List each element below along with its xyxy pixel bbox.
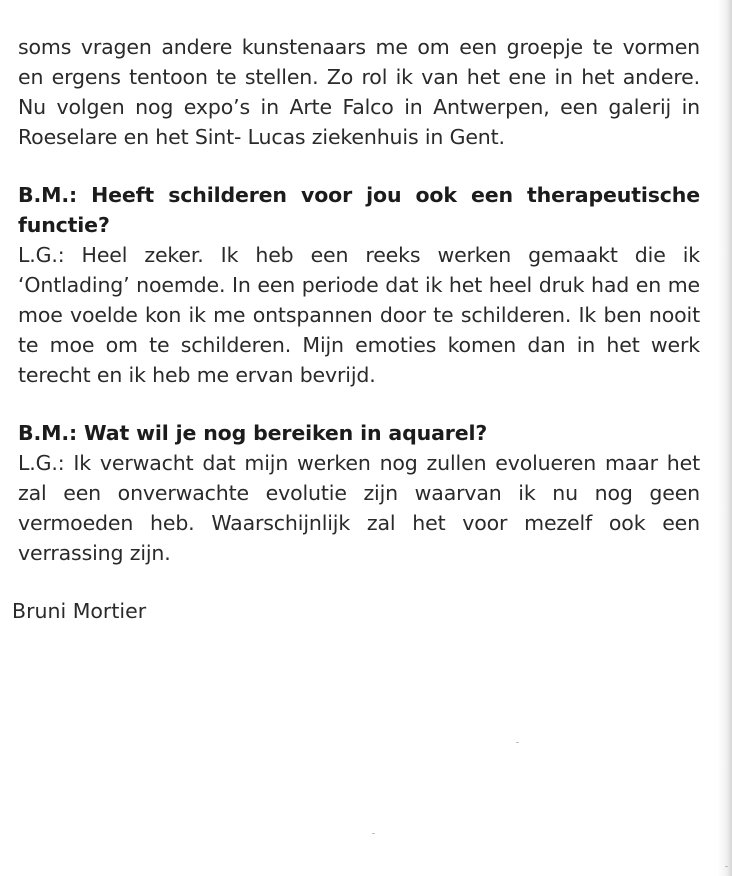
paragraph-gap	[18, 390, 700, 418]
article-body	[18, 32, 700, 568]
scan-speck	[516, 742, 519, 743]
answer-paragraph-therapeutic: L.G.: Heel zeker. Ik heb een reeks werken gemaakt die ik ‘Ontlading’ noemde. In een periode dat ik het heel druk had en me moe voelde kon ik me ontspannen door te schilderen. Ik ben nooit te moe om te schilderen. Mijn emoties komen dan in het werk terecht en ik heb me ervan bevrijd.	[18, 243, 700, 387]
answer-paragraph-aquarel: L.G.: Ik verwacht dat mijn werken nog zullen evolueren maar het zal een onverwachte evolutie zijn waarvan ik nu nog geen vermoeden heb. Waarschijnlijk zal het voor mezelf ook een verrassing zijn.	[18, 451, 700, 565]
author-signature: Bruni Mortier	[12, 599, 147, 623]
question-heading-aquarel: B.M.: Wat wil je nog bereiken in aquarel?	[18, 421, 488, 445]
scan-speck	[725, 866, 728, 867]
question-heading-therapeutic: B.M.: Heeft schilderen voor jou ook een therapeutische functie?	[18, 183, 700, 237]
intro-paragraph: soms vragen andere kunstenaars me om een groepje te vormen en ergens tentoon te stellen. Zo rol ik van het ene in het andere. Nu volgen nog expo’s in Arte Falco in Antwerpen, een galerij in Roeselare en het Sint- Lucas ziekenhuis in Gent.	[18, 35, 700, 149]
scan-edge-shadow	[718, 0, 732, 876]
paragraph-gap	[18, 152, 700, 180]
scan-speck	[372, 833, 375, 834]
